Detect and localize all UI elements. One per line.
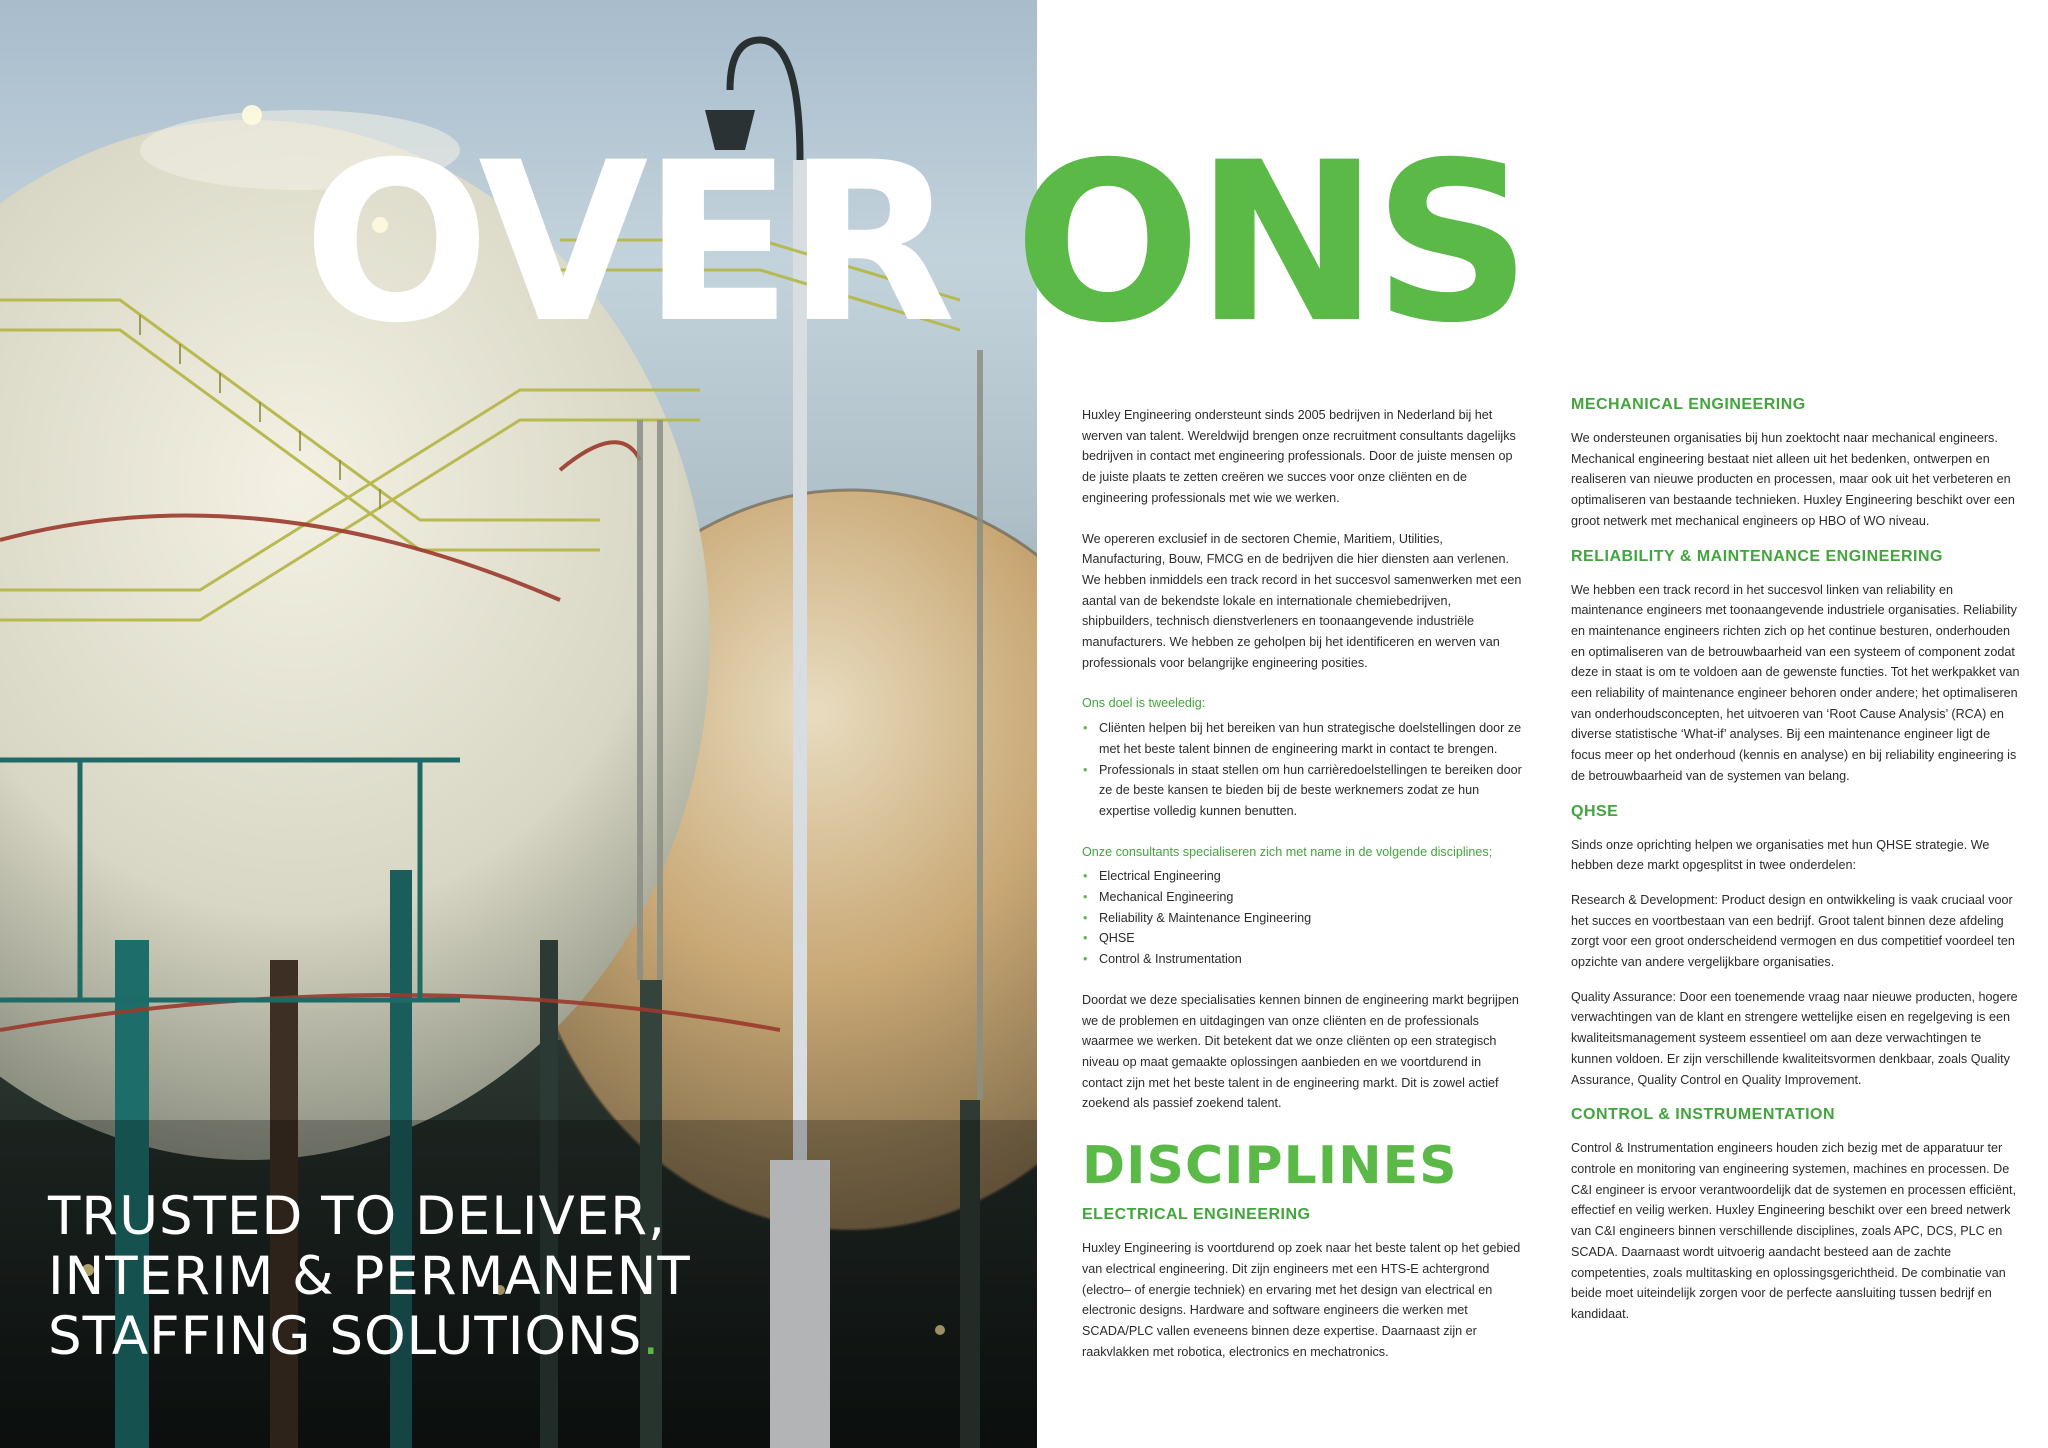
list-item: • Control & Instrumentation	[1082, 949, 1522, 970]
disciplines-lead: Onze consultants specialiseren zich met name in de volgende disciplines;	[1082, 844, 1493, 859]
electrical-body: Huxley Engineering is voortdurend op zoek naar het beste talent op het gebied van electrical engineering. Dit zijn engineers met een HTS-E achtergrond (electro– of energie techniek) en ervaring met het design van electrical en electronic designs. Hardware and software engineers die werken met SCADA/PLC vallen eveneens binnen deze expertise. Daarnaast zijn er raakvlakken met robotica, electronics en mechatronics.	[1082, 1241, 1521, 1359]
list-item: • Cliënten helpen bij het bereiken van hun strategische doelstellingen door ze met het beste talent binnen de engineering markt in contact te brengen.	[1082, 718, 1522, 759]
page-title	[303, 115, 1526, 371]
qhse-heading: QHSE	[1571, 802, 1619, 820]
qhse-body-2: Research & Development: Product design en ontwikkeling is vaak cruciaal voor het succes en voortbestaan van een bedrijf. Groot talent binnen deze afdeling zorgt voor een groot onderscheidend vermogen en dus competitief voordeel ten opzichte van andere vergelijkbare organisaties.	[1571, 892, 2015, 970]
tagline-line-2: INTERIM & PERMANENT	[48, 1246, 691, 1307]
intro-paragraph-3: Doordat we deze specialisaties kennen binnen de engineering markt begrijpen we de problemen en uitdagingen van onze cliënten en de professionals waarmee we werken. Dit betekent dat we onze cliënten op een strategisch niveau op maat gemaakte oplossingen aanbieden en we voortdurend in contact zijn met het beste talent in de engineering markt. Dit is zowel actief zoekend als passief zoekend talent.	[1082, 992, 1519, 1111]
goal-list	[1082, 718, 1522, 822]
reliability-body: We hebben een track record in het succesvol linken van reliability en maintenance engineers met toonaangevende industriele organisaties. Reliability en maintenance engineers richten zich op het continue besturen, onderhouden en optimaliseren van de betrouwbaarheid van een systeem of component zodat deze in staat is om te voldoen aan de gewenste functies. Tot het werkpakket van een reliability of maintenance engineer behoren onder andere; het optimaliseren van onderhoudsconcepten, het uitvoeren van ‘Root Cause Analysis’ (RCA) en diverse statistische ‘What-if’ analyses. Bij een maintenance engineer ligt de focus meer op het onderhoud (kennis en analyse) en bij reliability engineering is de betrouwbaarheid van de systemen van belang.	[1571, 582, 2020, 783]
intro-paragraph-2: We opereren exclusief in de sectoren Chemie, Maritiem, Utilities, Manufacturing, Bouw, FMCG en de bedrijven die hier diensten aan verlenen. We hebben inmiddels een track record in het succesvol samenwerken met een aantal van de bekendste lokale en internationale chemiebedrijven, shipbuilders, technisch dienstverleners en toonaangevende industriële manufacturers. We hebben ze geholpen bij het identificeren en werven van professionals voor belangrijke engineering posities.	[1082, 531, 1522, 670]
list-item: • Reliability & Maintenance Engineering	[1082, 908, 1522, 929]
intro-column	[1082, 405, 1522, 1382]
electrical-heading: ELECTRICAL ENGINEERING	[1082, 1206, 1311, 1224]
title-word-ons: ONS	[1014, 115, 1526, 371]
disciplines-column	[1571, 390, 2021, 1339]
tagline-line-3: STAFFING SOLUTIONS	[48, 1306, 643, 1367]
control-body: Control & Instrumentation engineers houden zich bezig met de apparatuur ter controle en monitoring van engineering systemen, machines en processen. De C&I engineer is ervoor verantwoordelijk dat de systemen en processen efficiënt, effectief en veilig werken. Huxley Engineering beschikt over een breed netwerk van C&I engineers binnen verschillende disciplines, zoals APC, DCS, PLC en SCADA. Daarnaast wordt uitvoerig aandacht besteed aan de zachte competenties, zoals multitasking en oplossingsgerichtheid. De combinatie van beide moet uiteindelijk zorgen voor de perfecte aansluiting tussen bedrijf en kandidaat.	[1571, 1141, 2016, 1321]
disciplines-list	[1082, 866, 1522, 970]
disciplines-title: DISCIPLINES	[1082, 1136, 1458, 1197]
goal-lead: Ons doel is tweeledig:	[1082, 696, 1206, 711]
qhse-body-1: Sinds onze oprichting helpen we organisaties met hun QHSE strategie. We hebben deze markt opgesplitst in twee onderdelen:	[1571, 837, 1990, 873]
list-item: • Mechanical Engineering	[1082, 887, 1522, 908]
intro-paragraph-1: Huxley Engineering ondersteunt sinds 2005 bedrijven in Nederland bij het werven van talent. Wereldwijd brengen onze recruitment consultants dagelijks bedrijven in contact met engineering professionals. Door de juiste mensen op de juiste plaats te zetten creëren we succes voor onze cliënten en de engineering professionals met wie we werken.	[1082, 408, 1516, 505]
qhse-body-3: Quality Assurance: Door een toenemende vraag naar nieuwe producten, hogere verwachtingen van de klant en strengere wettelijke eisen en regelgeving is een kwaliteitsmanagement systeem essentieel om aan deze verwachtingen te kunnen voldoen. Er zijn verschillende kwaliteitsvormen denkbaar, zoals Quality Assurance, Quality Control en Quality Improvement.	[1571, 989, 2018, 1087]
tagline-dot: .	[642, 1306, 661, 1367]
control-heading: CONTROL & INSTRUMENTATION	[1571, 1106, 1836, 1124]
mechanical-body: We ondersteunen organisaties bij hun zoektocht naar mechanical engineers. Mechanical engineering bestaat niet alleen uit het bedenken, ontwerpen en realiseren van nieuwe producten en processen, maar ook uit het verbeteren en optimaliseren van bestaande technieken. Huxley Engineering beschikt over een groot netwerk met mechanical engineers op HBO of WO niveau.	[1571, 431, 2015, 528]
list-item: • QHSE	[1082, 928, 1522, 949]
mechanical-heading: MECHANICAL ENGINEERING	[1571, 396, 1806, 413]
tagline	[48, 1187, 748, 1367]
tagline-line-1: TRUSTED TO DELIVER,	[48, 1186, 666, 1247]
title-word-over: OVER	[303, 115, 951, 371]
list-item: • Professionals in staat stellen om hun carrièredoelstellingen te bereiken door ze de beste kansen te bieden bij de beste werknemers zodat ze hun expertise volledig kunnen benutten.	[1082, 760, 1522, 822]
reliability-heading: RELIABILITY & MAINTENANCE ENGINEERING	[1571, 547, 1943, 565]
list-item: • Electrical Engineering	[1082, 866, 1522, 887]
